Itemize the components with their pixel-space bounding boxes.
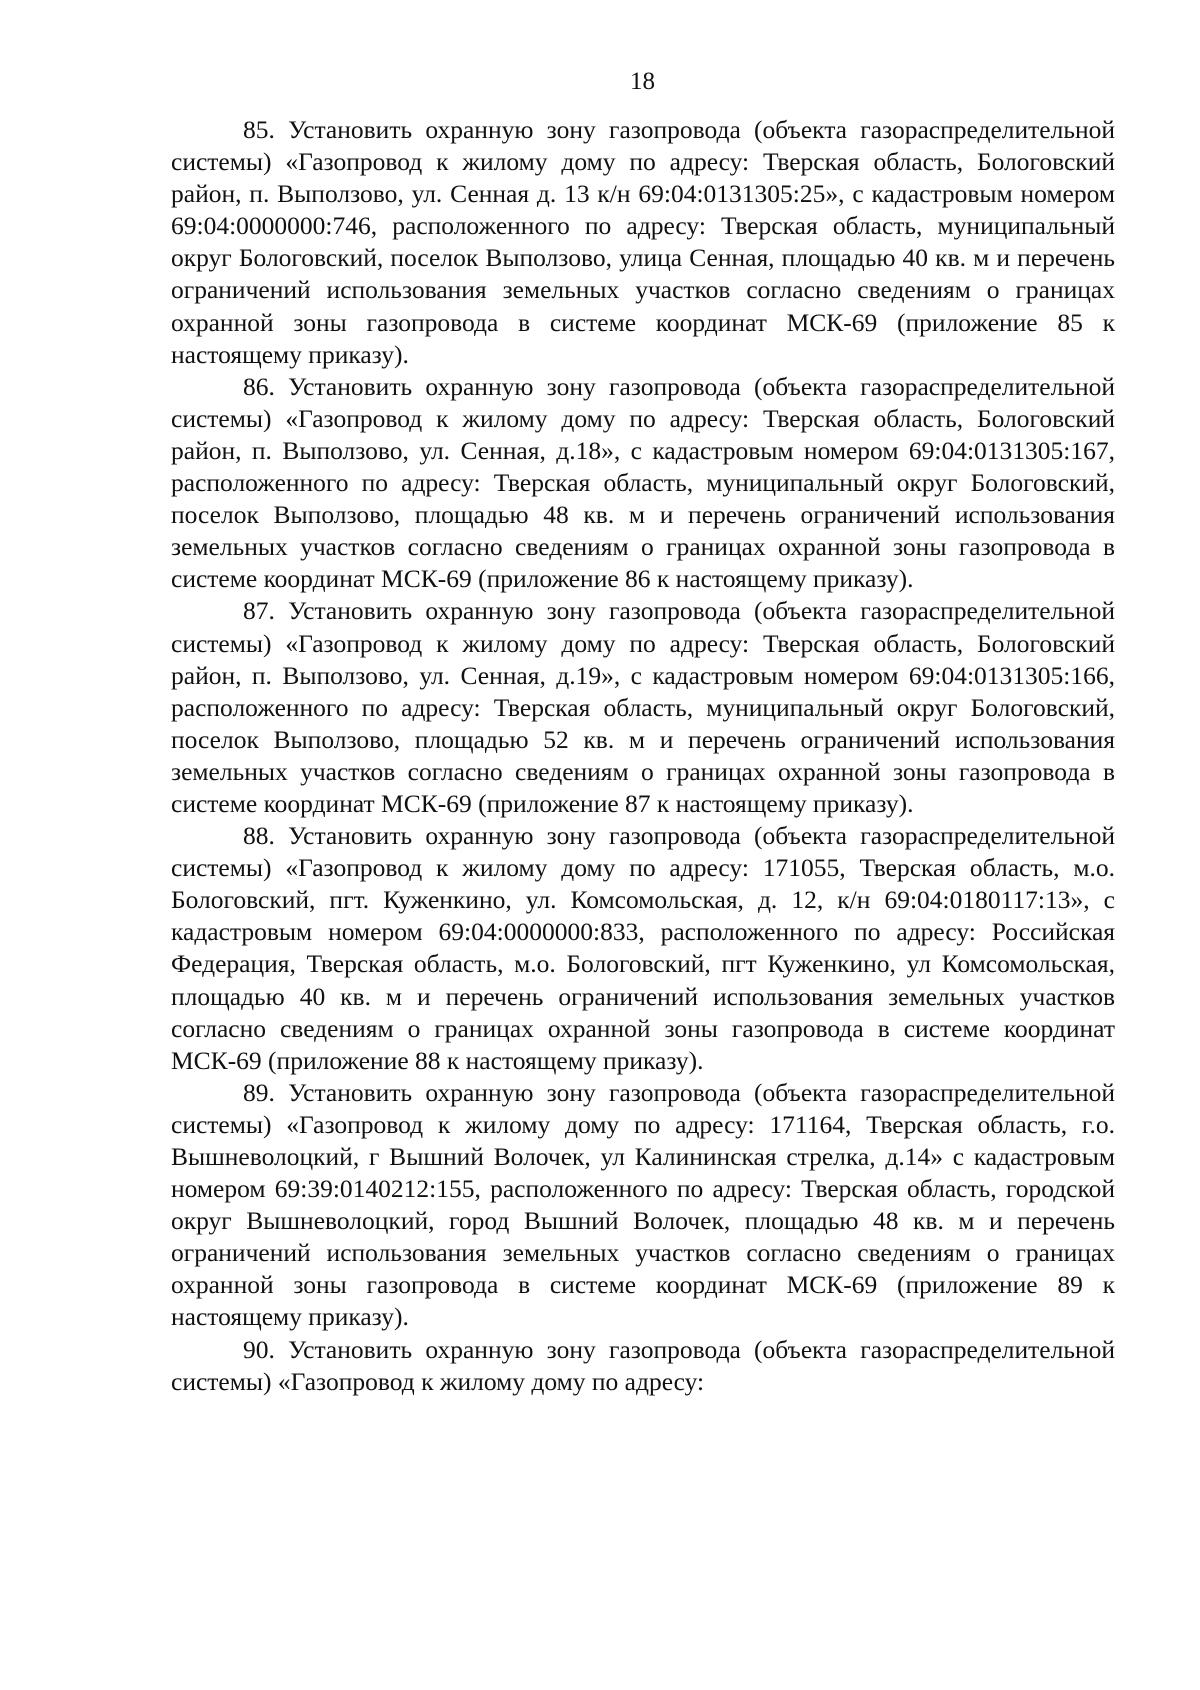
paragraph-90: 90. Установить охранную зону газопровода (объекта газораспределительной системы) «Газопровод к жилому дому по адресу: <box>171 1334 1115 1396</box>
paragraph-88: 88. Установить охранную зону газопровода (объекта газораспределительной системы) «Газопровод к жилому дому по адресу: 171055, Тверская область, м.о. Бологовский, пгт. Куженкино, ул. Комсомольская, д. 12, к/н 69:04:0180117:13», с кадастровым номером 69:04:0000000:833, расположенного по адресу: Российская Федерация, Тверская область, м.о. Бологовский, пгт Куженкино, ул Комсомольская, площадью 40 кв. м и перечень ограничений использования земельных участков согласно сведениям о границах охранной зоны газопровода в системе координат МСК-69 (приложение 88 к настоящему приказу). <box>171 821 1115 1075</box>
paragraph-87: 87. Установить охранную зону газопровода (объекта газораспределительной системы) «Газопровод к жилому дому по адресу: Тверская область, Бологовский район, п. Выползово, ул. Сенная, д.19», с кадастровым номером 69:04:0131305:166, расположенного по адресу: Тверская область, муниципальный округ Бологовский, поселок Выползово, площадью 52 кв. м и перечень ограничений использования земельных участков согласно сведениям о границах охранной зоны газопровода в системе координат МСК-69 (приложение 87 к настоящему приказу). <box>171 596 1115 818</box>
paragraph-86: 86. Установить охранную зону газопровода (объекта газораспределительной системы) «Газопровод к жилому дому по адресу: Тверская область, Бологовский район, п. Выползово, ул. Сенная, д.18», с кадастровым номером 69:04:0131305:167, расположенного по адресу: Тверская область, муниципальный округ Бологовский, поселок Выползово, площадью 48 кв. м и перечень ограничений использования земельных участков согласно сведениям о границах охранной зоны газопровода в системе координат МСК-69 (приложение 86 к настоящему приказу). <box>171 371 1115 594</box>
page-number: 18 <box>630 68 655 95</box>
document-body <box>171 114 1115 1398</box>
paragraph-85: 85. Установить охранную зону газопровода (объекта газораспределительной системы) «Газопровод к жилому дому по адресу: Тверская область, Бологовский район, п. Выползово, ул. Сенная д. 13 к/н 69:04:0131305:25», с кадастровым номером 69:04:0000000:746, расположенного по адресу: Тверская область, муниципальный округ Бологовский, поселок Выползово, улица Сенная, площадью 40 кв. м и перечень ограничений использования земельных участков согласно сведениям о границах охранной зоны газопровода в системе координат МСК-69 (приложение 85 к настоящему приказу). <box>171 115 1115 369</box>
paragraph-89: 89. Установить охранную зону газопровода (объекта газораспределительной системы) «Газопровод к жилому дому по адресу: 171164, Тверская область, г.о. Вышневолоцкий, г Вышний Волочек, ул Калининская стрелка, д.14» с кадастровым номером 69:39:0140212:155, расположенного по адресу: Тверская область, городской округ Вышневолоцкий, город Вышний Волочек, площадью 48 кв. м и перечень ограничений использования земельных участков согласно сведениям о границах охранной зоны газопровода в системе координат МСК-69 (приложение 89 к настоящему приказу). <box>171 1077 1115 1332</box>
